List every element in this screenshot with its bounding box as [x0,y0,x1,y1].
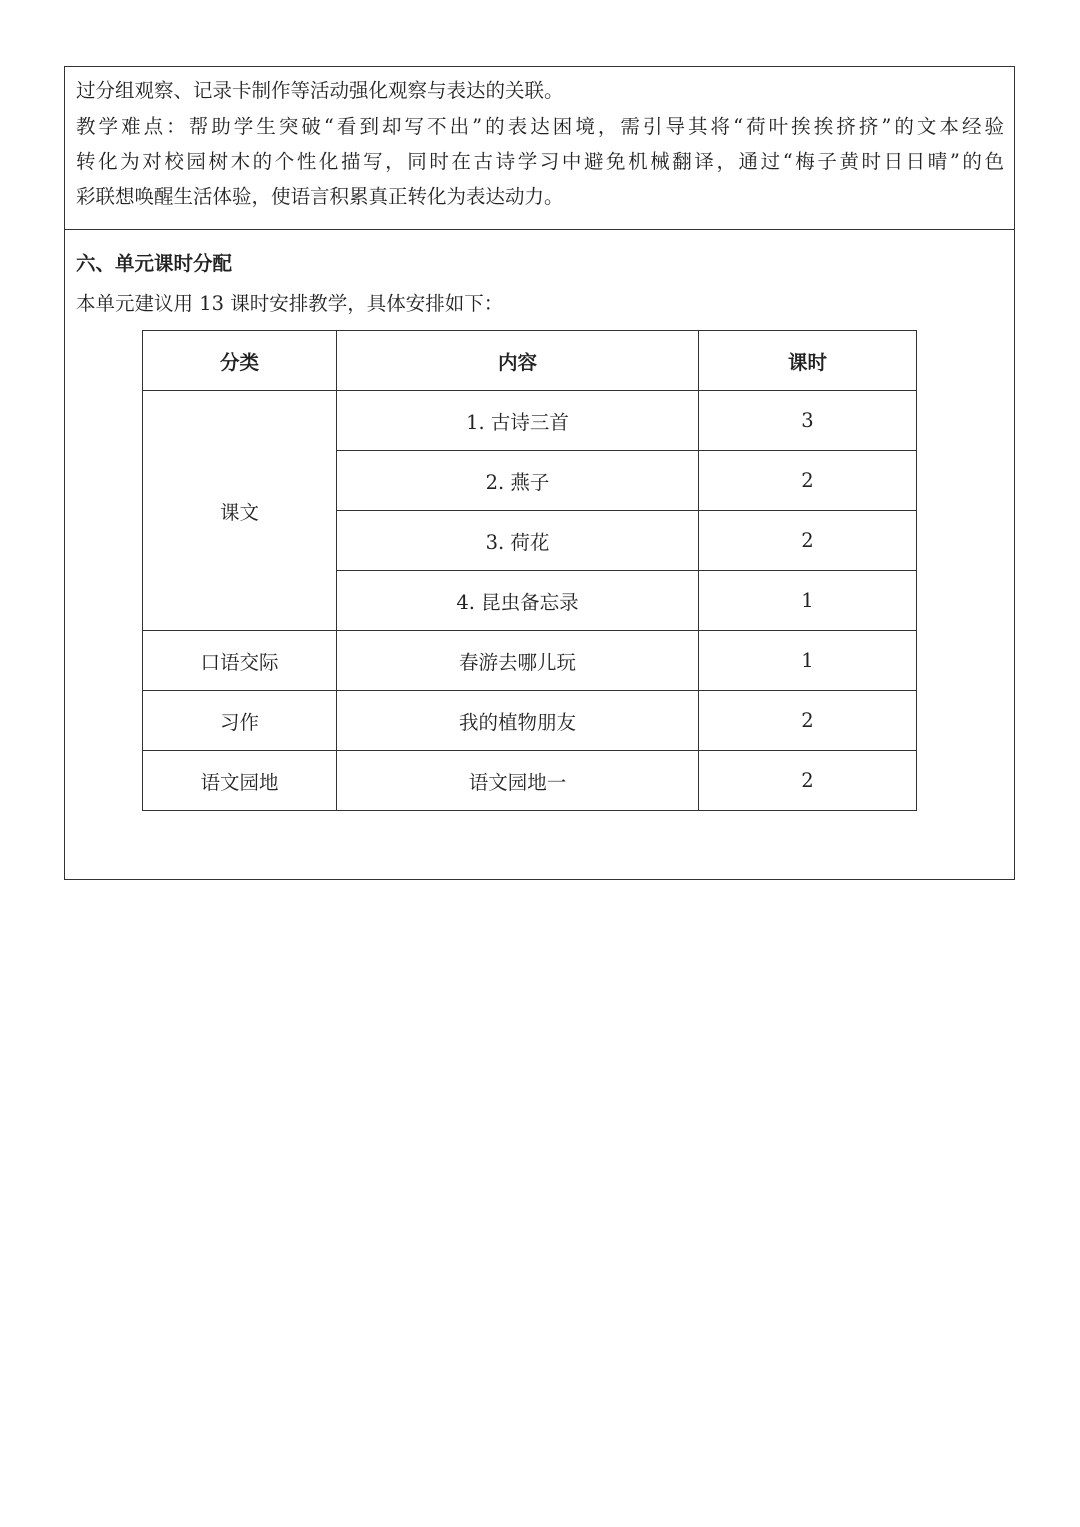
table-header-row [143,331,917,391]
paragraph-line-3: 转化为对校园树木的个性化描写，同时在古诗学习中避免机械翻译，通过“梅子黄时日日晴”的色 [76,150,1004,173]
content-cell: 我的植物朋友 [337,691,699,751]
table-row [143,631,917,691]
header-category: 分类 [143,331,337,391]
table-row [143,751,917,811]
paragraph-line-2: 教学难点：帮助学生突破“看到却写不出”的表达困境，需引导其将“荷叶挨挨挤挤”的文本经验 [76,115,1004,138]
paragraph-line-1: 过分组观察、记录卡制作等活动强化观察与表达的关联。 [76,79,564,102]
header-content: 内容 [337,331,699,391]
document-frame [64,66,1015,880]
content-cell: 语文园地一 [337,751,699,811]
header-hours: 课时 [699,331,917,391]
category-cell: 习作 [143,691,337,751]
hours-cell: 1 [699,571,917,631]
hours-cell: 2 [699,691,917,751]
content-cell: 3. 荷花 [337,511,699,571]
table-row [143,691,917,751]
hours-cell: 3 [699,391,917,451]
category-cell: 课文 [143,391,337,631]
content-cell: 4. 昆虫备忘录 [337,571,699,631]
content-cell: 2. 燕子 [337,451,699,511]
category-cell: 口语交际 [143,631,337,691]
lesson-schedule-table [142,330,917,811]
section-title: 六、单元课时分配 [76,252,233,275]
hours-cell: 1 [699,631,917,691]
content-cell: 春游去哪儿玩 [337,631,699,691]
section-intro: 本单元建议用 13 课时安排教学，具体安排如下： [76,292,504,315]
hours-cell: 2 [699,451,917,511]
hours-cell: 2 [699,751,917,811]
teaching-difficulty-section [65,67,1014,230]
content-cell: 1. 古诗三首 [337,391,699,451]
hours-cell: 2 [699,511,917,571]
category-cell: 语文园地 [143,751,337,811]
table-row [143,391,917,451]
paragraph-line-4: 彩联想唤醒生活体验，使语言积累真正转化为表达动力。 [76,185,564,208]
